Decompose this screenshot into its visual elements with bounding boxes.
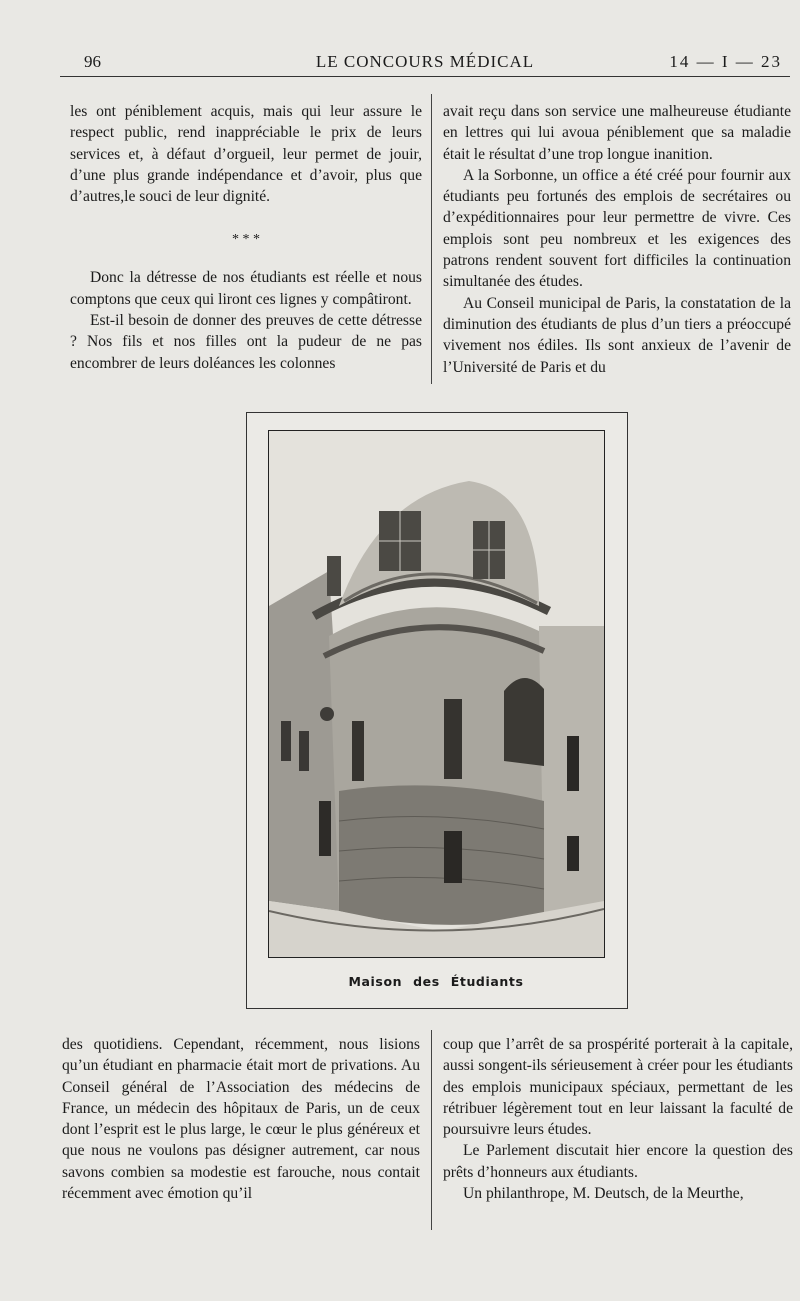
paragraph: Le Parlement discutait hier encore la question des prêts d’honneurs aux étudiants. [443, 1142, 793, 1181]
paragraph: les ont péniblement acquis, mais qui leur assure le respect public, rend inappréciable le prix de leurs services et, à défaut d’orgueil, leur permet de jouir, d’une plus grande indépendance et d’avoir, plus que d’autres,le souci de leur dignité. [70, 103, 422, 206]
paragraph: avait reçu dans son service une malheureuse étudiante en lettres qui lui avoua péniblement que sa maladie était le résultat d’une trop longue inanition. [443, 103, 791, 163]
left-column-top [70, 101, 422, 374]
paragraph: Donc la détresse de nos étudiants est réelle et nous comptons que ceux qui liront ces lignes y compâtiront. [70, 269, 422, 308]
paragraph: coup que l’arrêt de sa prospérité porterait à la capitale, aussi songent-ils sérieusement à créer pour les étudiants des emplois municipaux spéciaux, permettant de les rétribuer légèrement tout en leur laissant la faculté de poursuivre leurs études. [443, 1036, 793, 1139]
paragraph: A la Sorbonne, un office a été créé pour fournir aux étudiants peu fortunés des emplois de secrétaires ou d’expéditionnaires pour leur permettre de vivre. Ces emplois sont peu nombreux et les exigences des patrons rendent souvent fort difficiles la continuation simultanée des études. [443, 166, 791, 291]
running-header [60, 50, 790, 77]
left-column-bottom [62, 1034, 420, 1204]
column-divider-bottom [431, 1030, 432, 1230]
paragraph: Au Conseil municipal de Paris, la constatation de la diminution des étudiants de plus d’un tiers a préoccupé vivement nos édiles. Ils sont anxieux de l’avenir de l’Université de Paris et du [443, 294, 791, 376]
building-photo [268, 430, 605, 958]
paragraph: Est-il besoin de donner des preuves de cette détresse ? Nos fils et nos filles ont la pudeur de ne pas encombrer de leurs doléances les colonnes [70, 312, 422, 372]
asterism-separator: * * * [232, 232, 260, 248]
right-column-top [443, 101, 791, 378]
figure-caption: Maison des Étudiants [348, 974, 524, 989]
journal-title: LE CONCOURS MÉDICAL [315, 52, 535, 71]
issue-date: 14 — I — 23 [669, 52, 782, 71]
column-divider-top [431, 94, 432, 384]
right-column-bottom [443, 1034, 793, 1204]
paragraph: Un philanthrope, M. Deutsch, de la Meurthe, [463, 1185, 744, 1203]
page-number: 96 [84, 52, 101, 71]
paragraph: des quotidiens. Cependant, récemment, nous lisions qu’un étudiant en pharmacie était mort de privations. Au Conseil général de l’Association des médecins de France, un médecin des hôpitaux de Paris, un de ceux dont l’esprit est le plus large, le cœur le plus généreux et que nous ne voulons pas désigner autrement, car nous savons combien sa modestie est farouche, nous contait récemment avec émotion qu’il [62, 1036, 420, 1203]
